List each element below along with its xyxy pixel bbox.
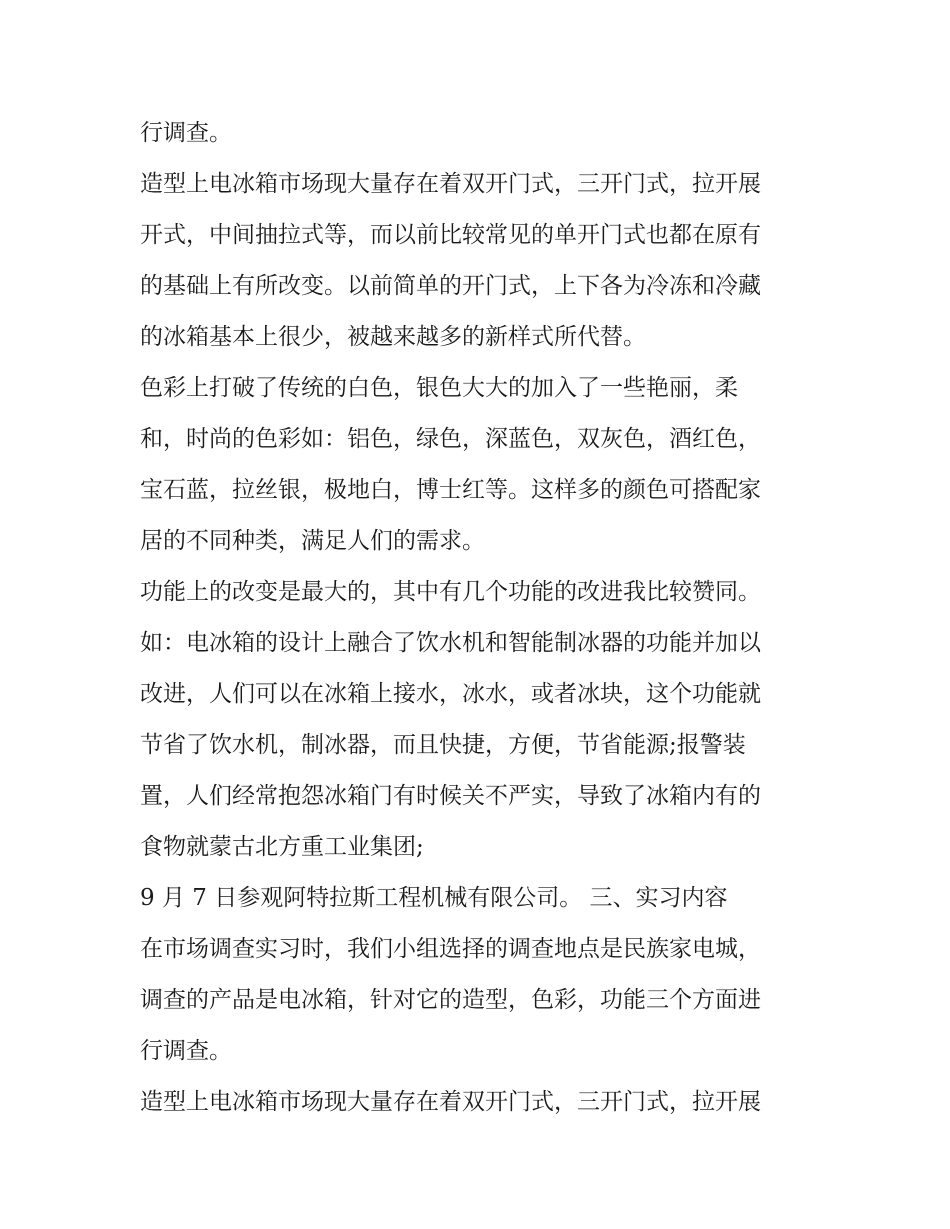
text-line: 9 月 7 日参观阿特拉斯工程机械有限公司。 三、实习内容 (140, 885, 728, 911)
document-body (140, 108, 820, 1128)
text-line: 行调查。 (140, 1038, 232, 1064)
text-line: 在市场调查实习时，我们小组选择的调查地点是民族家电城， (140, 936, 761, 962)
text-line: 的基础上有所改变。以前简单的开门式，上下各为冷冻和冷藏 (140, 273, 761, 299)
text-line: 调查的产品是电冰箱，针对它的造型，色彩，功能三个方面进 (140, 987, 761, 1013)
text-line: 节省了饮水机，制冰器，而且快捷，方便，节省能源;报警装 (140, 732, 746, 758)
text-line: 居的不同种类，满足人们的需求。 (140, 528, 485, 554)
text-line: 行调查。 (140, 120, 232, 146)
text-line: 改进，人们可以在冰箱上接水，冰水，或者冰块，这个功能就 (140, 681, 761, 707)
text-line: 功能上的改变是最大的，其中有几个功能的改进我比较赞同。 (140, 579, 761, 605)
text-line: 和，时尚的色彩如：铝色，绿色，深蓝色，双灰色，酒红色， (140, 426, 761, 452)
text-line: 造型上电冰箱市场现大量存在着双开门式，三开门式，拉开展 (140, 171, 761, 197)
text-line: 开式，中间抽拉式等，而以前比较常见的单开门式也都在原有 (140, 222, 761, 248)
text-line: 食物就蒙古北方重工业集团; (140, 834, 424, 860)
text-line: 色彩上打破了传统的白色，银色大大的加入了一些艳丽，柔 (140, 375, 738, 401)
text-line: 的冰箱基本上很少，被越来越多的新样式所代替。 (140, 324, 646, 350)
text-line: 置，人们经常抱怨冰箱门有时候关不严实，导致了冰箱内有的 (140, 783, 761, 809)
text-line: 宝石蓝，拉丝银，极地白，博士红等。这样多的颜色可搭配家 (140, 477, 761, 503)
text-line: 造型上电冰箱市场现大量存在着双开门式，三开门式，拉开展 (140, 1089, 761, 1115)
text-line: 如：电冰箱的设计上融合了饮水机和智能制冰器的功能并加以 (140, 630, 761, 656)
